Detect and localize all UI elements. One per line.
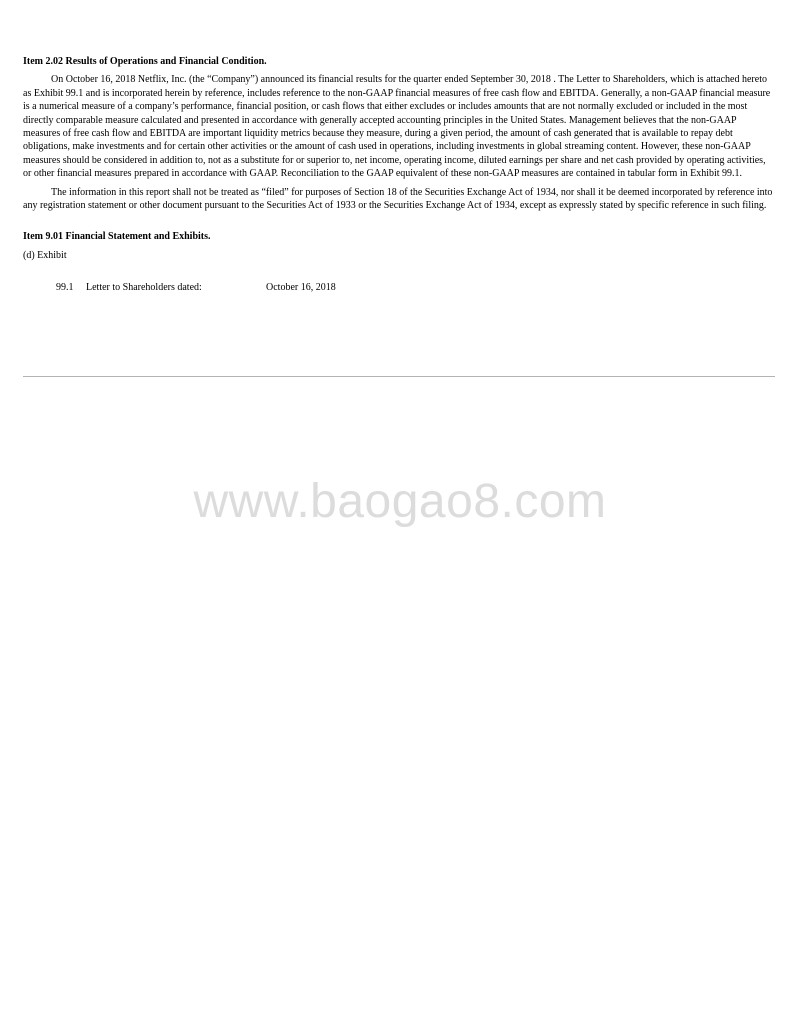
exhibit-subheading: (d) Exhibit [23,249,67,261]
page-divider [23,376,775,377]
exhibit-number: 99.1 [56,282,74,294]
exhibit-description: Letter to Shareholders dated: [86,282,202,294]
document-page [23,55,775,295]
section-heading-item-9-01: Item 9.01 Financial Statement and Exhibits. [23,231,211,243]
section-item-9-01 [23,230,775,294]
filing-disclaimer-paragraph: The information in this report shall not be treated as “filed” for purposes of Section 18 of the Securities Exchange Act of 1934, nor shall it be deemed incorporated by reference into any registration statement or other document pursuant to the Securities Act of 1933 or the Securities Exchange Act of 1934, except as expressly stated by specific reference in such filing. [23,186,773,212]
watermark: www.baogao8.com [193,475,607,528]
exhibit-row [23,281,775,294]
results-paragraph: On October 16, 2018 Netflix, Inc. (the “Company”) announced its financial results for the quarter ended September 30, 2018 . The Letter to Shareholders, which is attached hereto as Exhibit 99.1 and is incorporated herein by reference, includes reference to the non-GAAP financial measures of free cash flow and EBITDA. Generally, a non-GAAP financial measure is a numerical measure of a company’s performance, financial position, or cash flows that either excludes or includes amounts that are not normally excluded or included in the most directly comparable measure calculated and presented in accordance with generally accepted accounting principles in the United States. Management believes that the non-GAAP measures of free cash flow and EBITDA are important liquidity metrics because they measure, during a given period, the amount of cash generated that is available to repay debt obligations, make investments and for certain other activities or the amount of cash used in operations, including investments in global streaming content. However, these non-GAAP measures should be considered in addition to, not as a substitute for or superior to, net income, operating income, diluted earnings per share and net cash provided by operating activities, or other financial measures prepared in accordance with GAAP. Reconciliation to the GAAP equivalent of these non-GAAP measures are contained in tabular form in Exhibit 99.1. [23,74,771,180]
exhibit-date: October 16, 2018 [266,282,336,294]
section-heading-item-2-02: Item 2.02 Results of Operations and Financial Condition. [23,56,267,67]
